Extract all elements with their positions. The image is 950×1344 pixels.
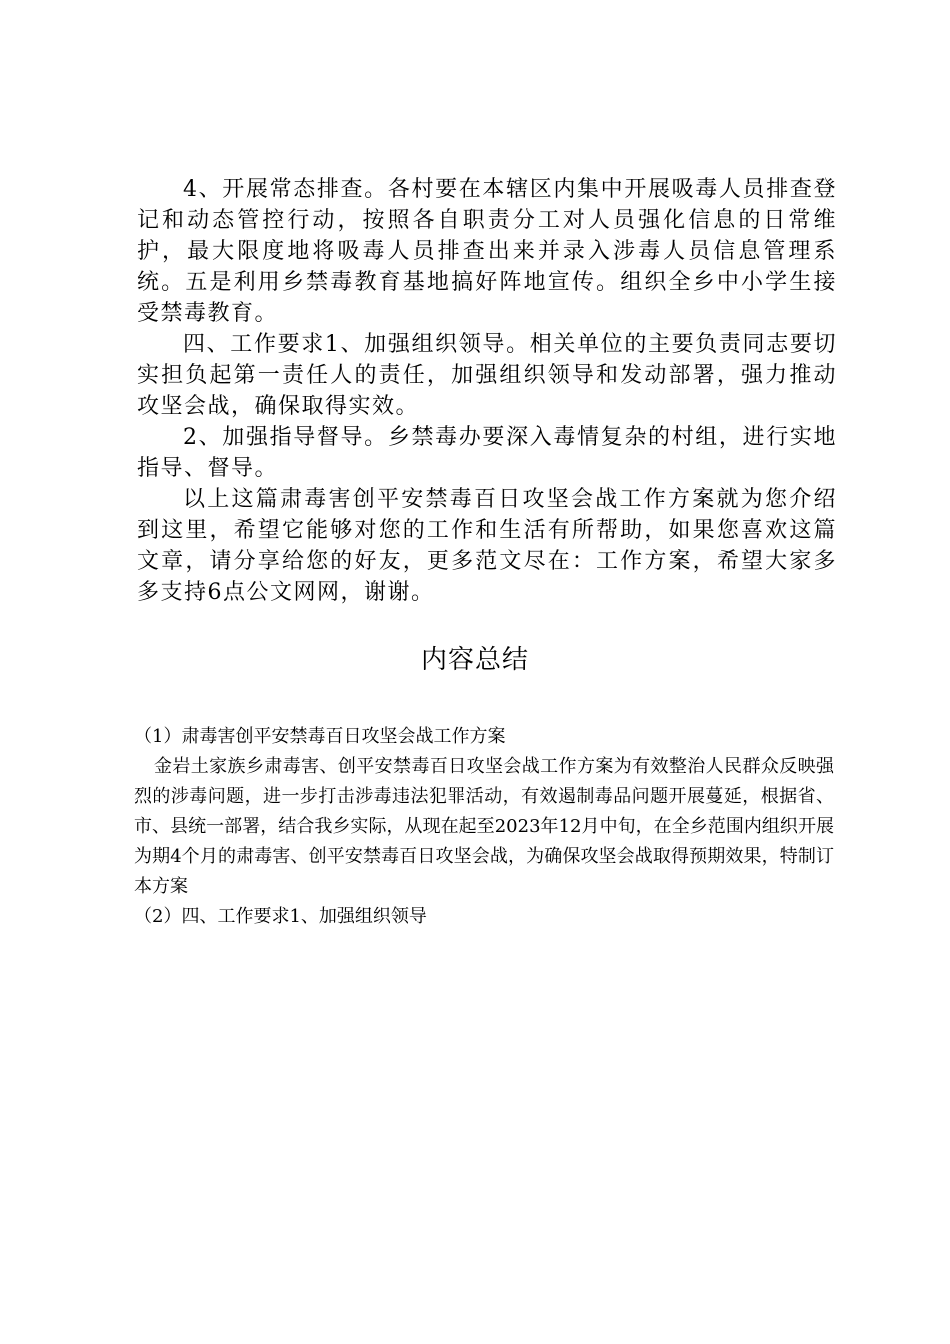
paragraph-routine-screening: 4、开展常态排查。各村要在本辖区内集中开展吸毒人员排查登记和动态管控行动，按照各自职责分工对人员强化信息的日常维护，最大限度地将吸毒人员排查出来并录入涉毒人员信息管理系统。五是利用乡禁毒教育基地搞好阵地宣传。组织全乡中小学生接受禁毒教育。 [137,177,837,326]
summary-item-1-body: 金岩土家族乡肃毒害、创平安禁毒百日攻坚会战工作方案为有效整治人民群众反映强烈的涉毒问题，进一步打击涉毒违法犯罪活动，有效遏制毒品问题开展蔓延，根据省、市、县统一部署，结合我乡实际，从现在起至2023年12月中旬，在全乡范围内组织开展为期4个月的肃毒害、创平安禁毒百日攻坚会战，为确保攻坚会战取得预期效果，特制订本方案 [134,756,834,897]
paragraph-work-requirements: 四、工作要求1、加强组织领导。相关单位的主要负责同志要切实担负起第一责任人的责任，加强组织领导和发动部署，强力推动攻坚会战，确保取得实效。 [137,332,837,419]
paragraph-closing: 以上这篇肃毒害创平安禁毒百日攻坚会战工作方案就为您介绍到这里，希望它能够对您的工作和生活有所帮助，如果您喜欢这篇文章，请分享给您的好友，更多范文尽在：工作方案，希望大家多多支持6点公文网网，谢谢。 [137,487,837,605]
document-body [137,174,837,608]
summary-section [134,722,834,932]
paragraph-guidance-supervision: 2、加强指导督导。乡禁毒办要深入毒情复杂的村组，进行实地指导、督导。 [137,425,837,481]
summary-title: 内容总结 [420,645,529,675]
summary-item-1-head: （1）肃毒害创平安禁毒百日攻坚会战工作方案 [134,726,506,747]
summary-item-2-head: （2）四、工作要求1、加强组织领导 [134,906,427,927]
